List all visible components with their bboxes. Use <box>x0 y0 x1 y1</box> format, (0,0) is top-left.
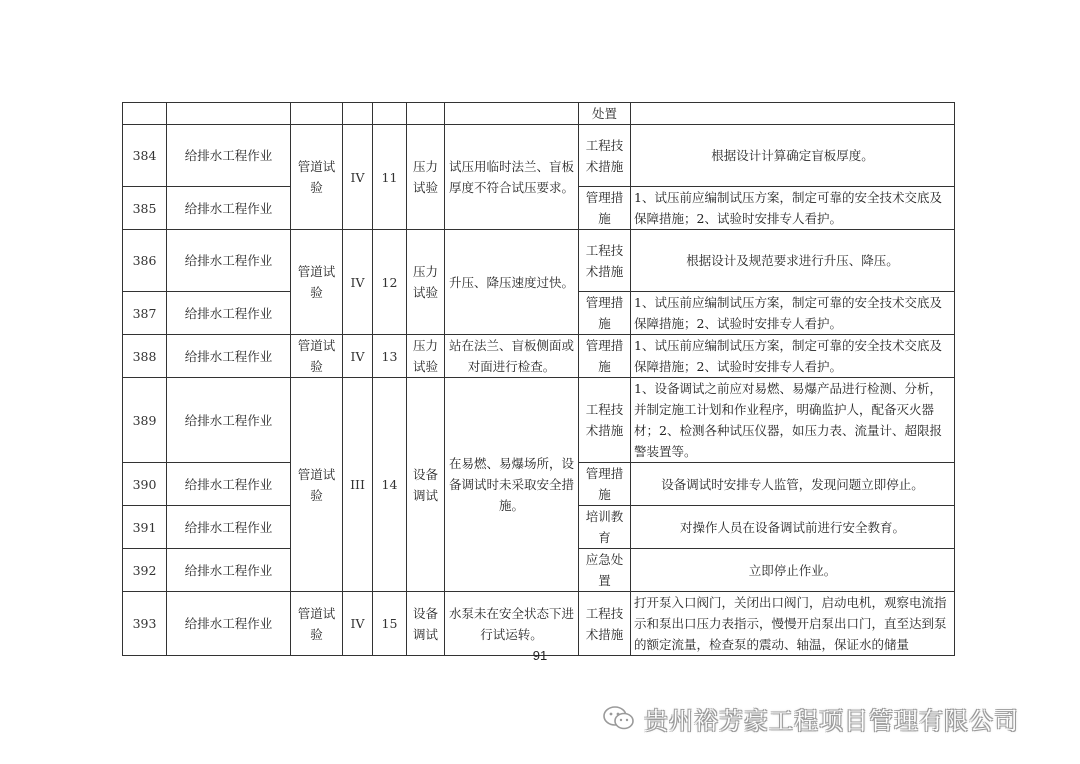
activity: 管道试验 <box>291 378 343 592</box>
table-row <box>123 103 955 125</box>
measure-category: 管理措施 <box>579 187 631 230</box>
control-measure: 打开泵入口阀门，关闭出口阀门，启动电机，观察电流指示和泵出口压力表指示，慢慢开启泵出口门，直至达到泵的额定流量，检查泵的震动、轴温，保证水的储量 <box>631 592 955 656</box>
watermark <box>602 700 1019 736</box>
row-number: 384 <box>123 125 167 187</box>
work-type: 给排水工程作业 <box>167 187 291 230</box>
activity: 管道试验 <box>291 125 343 230</box>
measure-category: 工程技术措施 <box>579 125 631 187</box>
row-number: 390 <box>123 463 167 506</box>
work-type: 给排水工程作业 <box>167 230 291 292</box>
watermark-text: 贵州裕芳豪工程项目管理有限公司 <box>644 706 1019 735</box>
work-type: 给排水工程作业 <box>167 506 291 549</box>
table-row <box>123 230 955 292</box>
hazard-type: 压力试验 <box>407 230 445 335</box>
activity: 管道试验 <box>291 335 343 378</box>
row-number: 385 <box>123 187 167 230</box>
control-measure: 1、试压前应编制试压方案，制定可靠的安全技术交底及保障措施；2、试验时安排专人看护。 <box>631 187 955 230</box>
work-type: 给排水工程作业 <box>167 378 291 463</box>
work-type: 给排水工程作业 <box>167 549 291 592</box>
activity: 管道试验 <box>291 230 343 335</box>
risk-level: IV <box>343 335 373 378</box>
table-row <box>123 592 955 656</box>
control-measure: 立即停止作业。 <box>631 549 955 592</box>
measure-category: 应急处置 <box>579 549 631 592</box>
hazard-type: 压力试验 <box>407 335 445 378</box>
hazard-type: 设备调试 <box>407 592 445 656</box>
measure-category: 工程技术措施 <box>579 230 631 292</box>
control-measure: 1、试压前应编制试压方案，制定可靠的安全技术交底及保障措施；2、试验时安排专人看护。 <box>631 292 955 335</box>
risk-description: 水泵未在安全状态下进行试运转。 <box>445 592 579 656</box>
row-number: 391 <box>123 506 167 549</box>
measure-category: 管理措施 <box>579 292 631 335</box>
hazard-type: 压力试验 <box>407 125 445 230</box>
risk-level: IV <box>343 125 373 230</box>
measure-category: 培训教育 <box>579 506 631 549</box>
row-number: 392 <box>123 549 167 592</box>
hazard-type: 设备调试 <box>407 378 445 592</box>
table-row <box>123 378 955 463</box>
measure-category: 工程技术措施 <box>579 378 631 463</box>
sequence-number: 11 <box>373 125 407 230</box>
risk-level: III <box>343 378 373 592</box>
table-row <box>123 335 955 378</box>
measure-category: 处置 <box>579 103 631 125</box>
row-number: 386 <box>123 230 167 292</box>
activity: 管道试验 <box>291 592 343 656</box>
sequence-number: 15 <box>373 592 407 656</box>
control-measure: 1、设备调试之前应对易燃、易爆产品进行检测、分析，并制定施工计划和作业程序，明确监护人，配备灭火器材；2、检测各种试压仪器，如压力表、流量计、超限报警装置等。 <box>631 378 955 463</box>
row-number: 388 <box>123 335 167 378</box>
risk-description: 站在法兰、盲板侧面或对面进行检查。 <box>445 335 579 378</box>
risk-description: 升压、降压速度过快。 <box>445 230 579 335</box>
page-number: 91 <box>532 648 548 663</box>
work-type: 给排水工程作业 <box>167 463 291 506</box>
risk-description: 在易燃、易爆场所，设备调试时未采取安全措施。 <box>445 378 579 592</box>
row-number: 389 <box>123 378 167 463</box>
sequence-number: 12 <box>373 230 407 335</box>
control-measure: 1、试压前应编制试压方案，制定可靠的安全技术交底及保障措施；2、试验时安排专人看护。 <box>631 335 955 378</box>
control-measure: 设备调试时安排专人监管，发现问题立即停止。 <box>631 463 955 506</box>
control-measure: 对操作人员在设备调试前进行安全教育。 <box>631 506 955 549</box>
work-type: 给排水工程作业 <box>167 335 291 378</box>
risk-level: IV <box>343 592 373 656</box>
work-type: 给排水工程作业 <box>167 125 291 187</box>
measure-category: 管理措施 <box>579 463 631 506</box>
row-number: 387 <box>123 292 167 335</box>
control-measure: 根据设计计算确定盲板厚度。 <box>631 125 955 187</box>
table-row <box>123 125 955 187</box>
measure-category: 工程技术措施 <box>579 592 631 656</box>
sequence-number: 13 <box>373 335 407 378</box>
risk-table <box>122 102 955 656</box>
measure-category: 管理措施 <box>579 335 631 378</box>
risk-description: 试压用临时法兰、盲板厚度不符合试压要求。 <box>445 125 579 230</box>
risk-level: IV <box>343 230 373 335</box>
work-type: 给排水工程作业 <box>167 292 291 335</box>
sequence-number: 14 <box>373 378 407 592</box>
work-type: 给排水工程作业 <box>167 592 291 656</box>
wechat-icon <box>602 705 636 731</box>
control-measure: 根据设计及规范要求进行升压、降压。 <box>631 230 955 292</box>
row-number: 393 <box>123 592 167 656</box>
